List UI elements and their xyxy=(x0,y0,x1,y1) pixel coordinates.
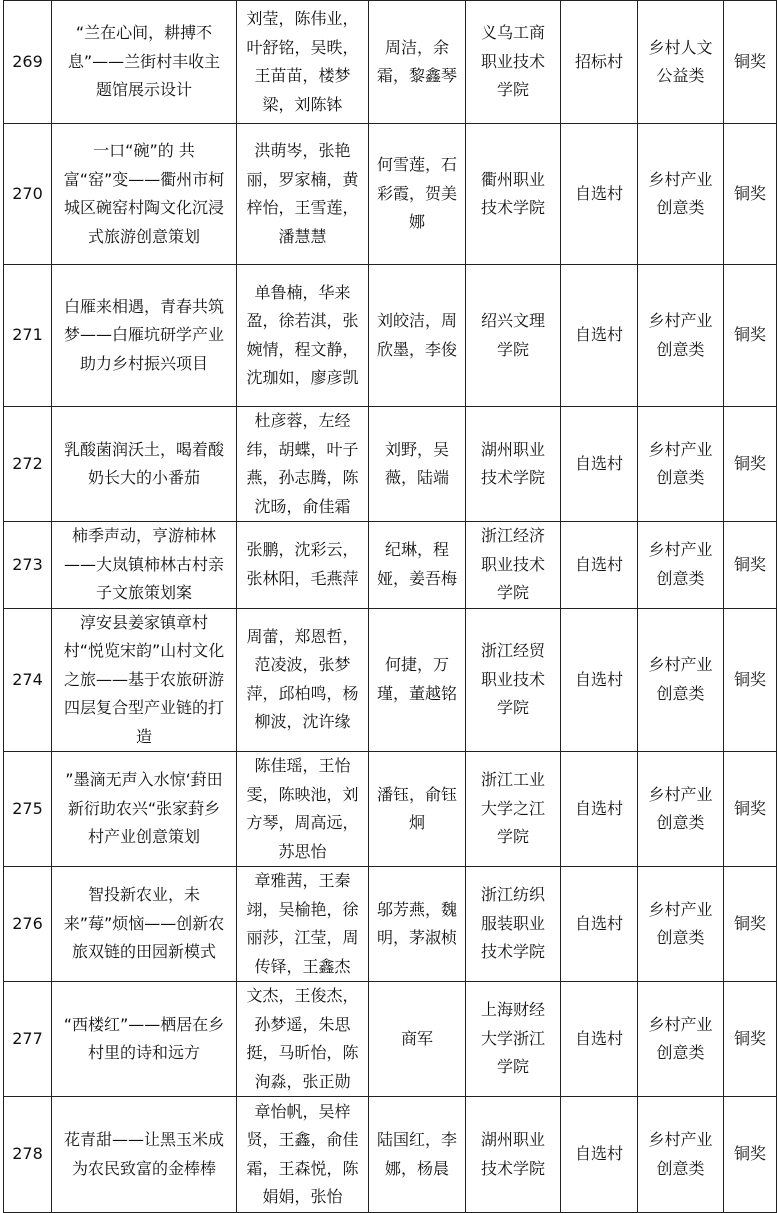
advisors-cell: 潘钰，俞钰炯 xyxy=(369,752,466,867)
project-title-cell: 柿季声动，亨游柿林——大岚镇柿林古村亲子文旅策划案 xyxy=(52,522,237,609)
table-row xyxy=(4,407,777,522)
team-members-cell: 洪萌岑，张艳丽，罗家楠，黄梓怡，王雪莲，潘慧慧 xyxy=(237,124,369,265)
school-cell: 衢州职业技术学院 xyxy=(466,124,561,265)
school-cell: 湖州职业技术学院 xyxy=(466,1097,561,1213)
advisors-cell: 何雪莲，石彩霞，贺美娜 xyxy=(369,124,466,265)
advisors-cell: 陆国红，李娜，杨晨 xyxy=(369,1097,466,1213)
school-cell: 绍兴文理学院 xyxy=(466,265,561,407)
category-cell: 乡村产业创意类 xyxy=(638,407,724,522)
village-type-cell: 自选村 xyxy=(561,752,638,867)
team-members-cell: 文杰，王俊杰，孙梦遥，朱思挺，马昕怡，陈洵淼，张正勋 xyxy=(237,982,369,1097)
village-type-cell: 自选村 xyxy=(561,522,638,609)
team-members-cell: 杜彦蓉，左经纬，胡蝶，叶子燕，孙志腾，陈沈旸，俞佳霜 xyxy=(237,407,369,522)
team-members-cell: 张鹏，沈彩云，张林阳，毛燕萍 xyxy=(237,522,369,609)
village-type-cell: 自选村 xyxy=(561,407,638,522)
project-title-cell: 白雁来相遇，青春共筑梦——白雁坑研学产业助力乡村振兴项目 xyxy=(52,265,237,407)
award-cell: 铜奖 xyxy=(724,522,777,609)
table-row xyxy=(4,1097,777,1213)
category-cell: 乡村产业创意类 xyxy=(638,752,724,867)
award-cell: 铜奖 xyxy=(724,1097,777,1213)
award-cell: 铜奖 xyxy=(724,265,777,407)
advisors-cell: 刘野，吴薇，陆端 xyxy=(369,407,466,522)
school-cell: 上海财经大学浙江学院 xyxy=(466,982,561,1097)
village-type-cell: 招标村 xyxy=(561,1,638,124)
category-cell: 乡村产业创意类 xyxy=(638,867,724,982)
category-cell: 乡村产业创意类 xyxy=(638,265,724,407)
table-row xyxy=(4,522,777,609)
school-cell: 浙江工业大学之江学院 xyxy=(466,752,561,867)
table-row xyxy=(4,867,777,982)
award-cell: 铜奖 xyxy=(724,124,777,265)
award-cell: 铜奖 xyxy=(724,407,777,522)
advisors-cell: 邬芳燕，魏明，茅淑桢 xyxy=(369,867,466,982)
project-title-cell: ”墨滴无声入水惊‘葑田新衍助农兴“张家葑乡村产业创意策划 xyxy=(52,752,237,867)
village-type-cell: 自选村 xyxy=(561,1097,638,1213)
project-title-cell: “西楼红”——栖居在乡村里的诗和远方 xyxy=(52,982,237,1097)
advisors-cell: 刘皎洁，周欣墨，李俊 xyxy=(369,265,466,407)
village-type-cell: 自选村 xyxy=(561,982,638,1097)
number-cell: 272 xyxy=(4,407,52,522)
advisors-cell: 何捷，万瑾，董越铭 xyxy=(369,608,466,752)
team-members-cell: 周蕾，郑恩哲，范凌波，张梦萍，邱柏鸣，杨柳波，沈许缘 xyxy=(237,608,369,752)
number-cell: 271 xyxy=(4,265,52,407)
school-cell: 浙江经贸职业技术学院 xyxy=(466,608,561,752)
school-cell: 浙江纺织服装职业技术学院 xyxy=(466,867,561,982)
advisors-cell: 商军 xyxy=(369,982,466,1097)
table-row xyxy=(4,124,777,265)
project-title-cell: 一口“碗”的 共富“窑”变——衢州市柯城区碗窑村陶文化沉浸式旅游创意策划 xyxy=(52,124,237,265)
project-title-cell: 智投新农业，未来”莓”烦恼——创新农旅双链的田园新模式 xyxy=(52,867,237,982)
number-cell: 278 xyxy=(4,1097,52,1213)
category-cell: 乡村产业创意类 xyxy=(638,522,724,609)
team-members-cell: 单鲁楠，华来盈，徐若淇，张婉情，程文静，沈珈如，廖彦凯 xyxy=(237,265,369,407)
village-type-cell: 自选村 xyxy=(561,867,638,982)
number-cell: 269 xyxy=(4,1,52,124)
number-cell: 276 xyxy=(4,867,52,982)
project-title-cell: 花青甜——让黑玉米成为农民致富的金棒棒 xyxy=(52,1097,237,1213)
table-body xyxy=(4,1,777,1213)
village-type-cell: 自选村 xyxy=(561,608,638,752)
award-cell: 铜奖 xyxy=(724,1,777,124)
project-title-cell: 乳酸菌润沃土，喝着酸奶长大的小番茄 xyxy=(52,407,237,522)
category-cell: 乡村产业创意类 xyxy=(638,1097,724,1213)
award-table xyxy=(3,0,777,1213)
project-title-cell: 淳安县姜家镇章村村“悦览宋韵”山村文化之旅——基于农旅研游四层复合型产业链的打造 xyxy=(52,608,237,752)
project-title-cell: “兰在心间，耕搏不息”——兰街村丰收主题馆展示设计 xyxy=(52,1,237,124)
table-row xyxy=(4,265,777,407)
village-type-cell: 自选村 xyxy=(561,124,638,265)
award-cell: 铜奖 xyxy=(724,982,777,1097)
award-cell: 铜奖 xyxy=(724,608,777,752)
team-members-cell: 章怡帆，吴梓贤，王鑫，俞佳霜，王森悦，陈娟娟，张怡 xyxy=(237,1097,369,1213)
table-row xyxy=(4,752,777,867)
award-cell: 铜奖 xyxy=(724,752,777,867)
school-cell: 义乌工商职业技术学院 xyxy=(466,1,561,124)
advisors-cell: 纪琳，程娅，姜吾梅 xyxy=(369,522,466,609)
team-members-cell: 章雅茜，王秦翊，吴榆艳，徐丽莎，江莹，周传铎，王鑫杰 xyxy=(237,867,369,982)
school-cell: 湖州职业技术学院 xyxy=(466,407,561,522)
table-row xyxy=(4,608,777,752)
team-members-cell: 刘莹，陈伟业，叶舒铭，吴昳，王苗苗，楼梦梁，刘陈钵 xyxy=(237,1,369,124)
number-cell: 275 xyxy=(4,752,52,867)
advisors-cell: 周洁，余霜，黎鑫琴 xyxy=(369,1,466,124)
table-row xyxy=(4,1,777,124)
team-members-cell: 陈佳瑶，王怡雯，陈映池，刘方琴，周高远，苏思怡 xyxy=(237,752,369,867)
number-cell: 274 xyxy=(4,608,52,752)
award-cell: 铜奖 xyxy=(724,867,777,982)
category-cell: 乡村产业创意类 xyxy=(638,608,724,752)
category-cell: 乡村人文公益类 xyxy=(638,1,724,124)
village-type-cell: 自选村 xyxy=(561,265,638,407)
category-cell: 乡村产业创意类 xyxy=(638,982,724,1097)
table-row xyxy=(4,982,777,1097)
number-cell: 273 xyxy=(4,522,52,609)
category-cell: 乡村产业创意类 xyxy=(638,124,724,265)
school-cell: 浙江经济职业技术学院 xyxy=(466,522,561,609)
number-cell: 277 xyxy=(4,982,52,1097)
number-cell: 270 xyxy=(4,124,52,265)
